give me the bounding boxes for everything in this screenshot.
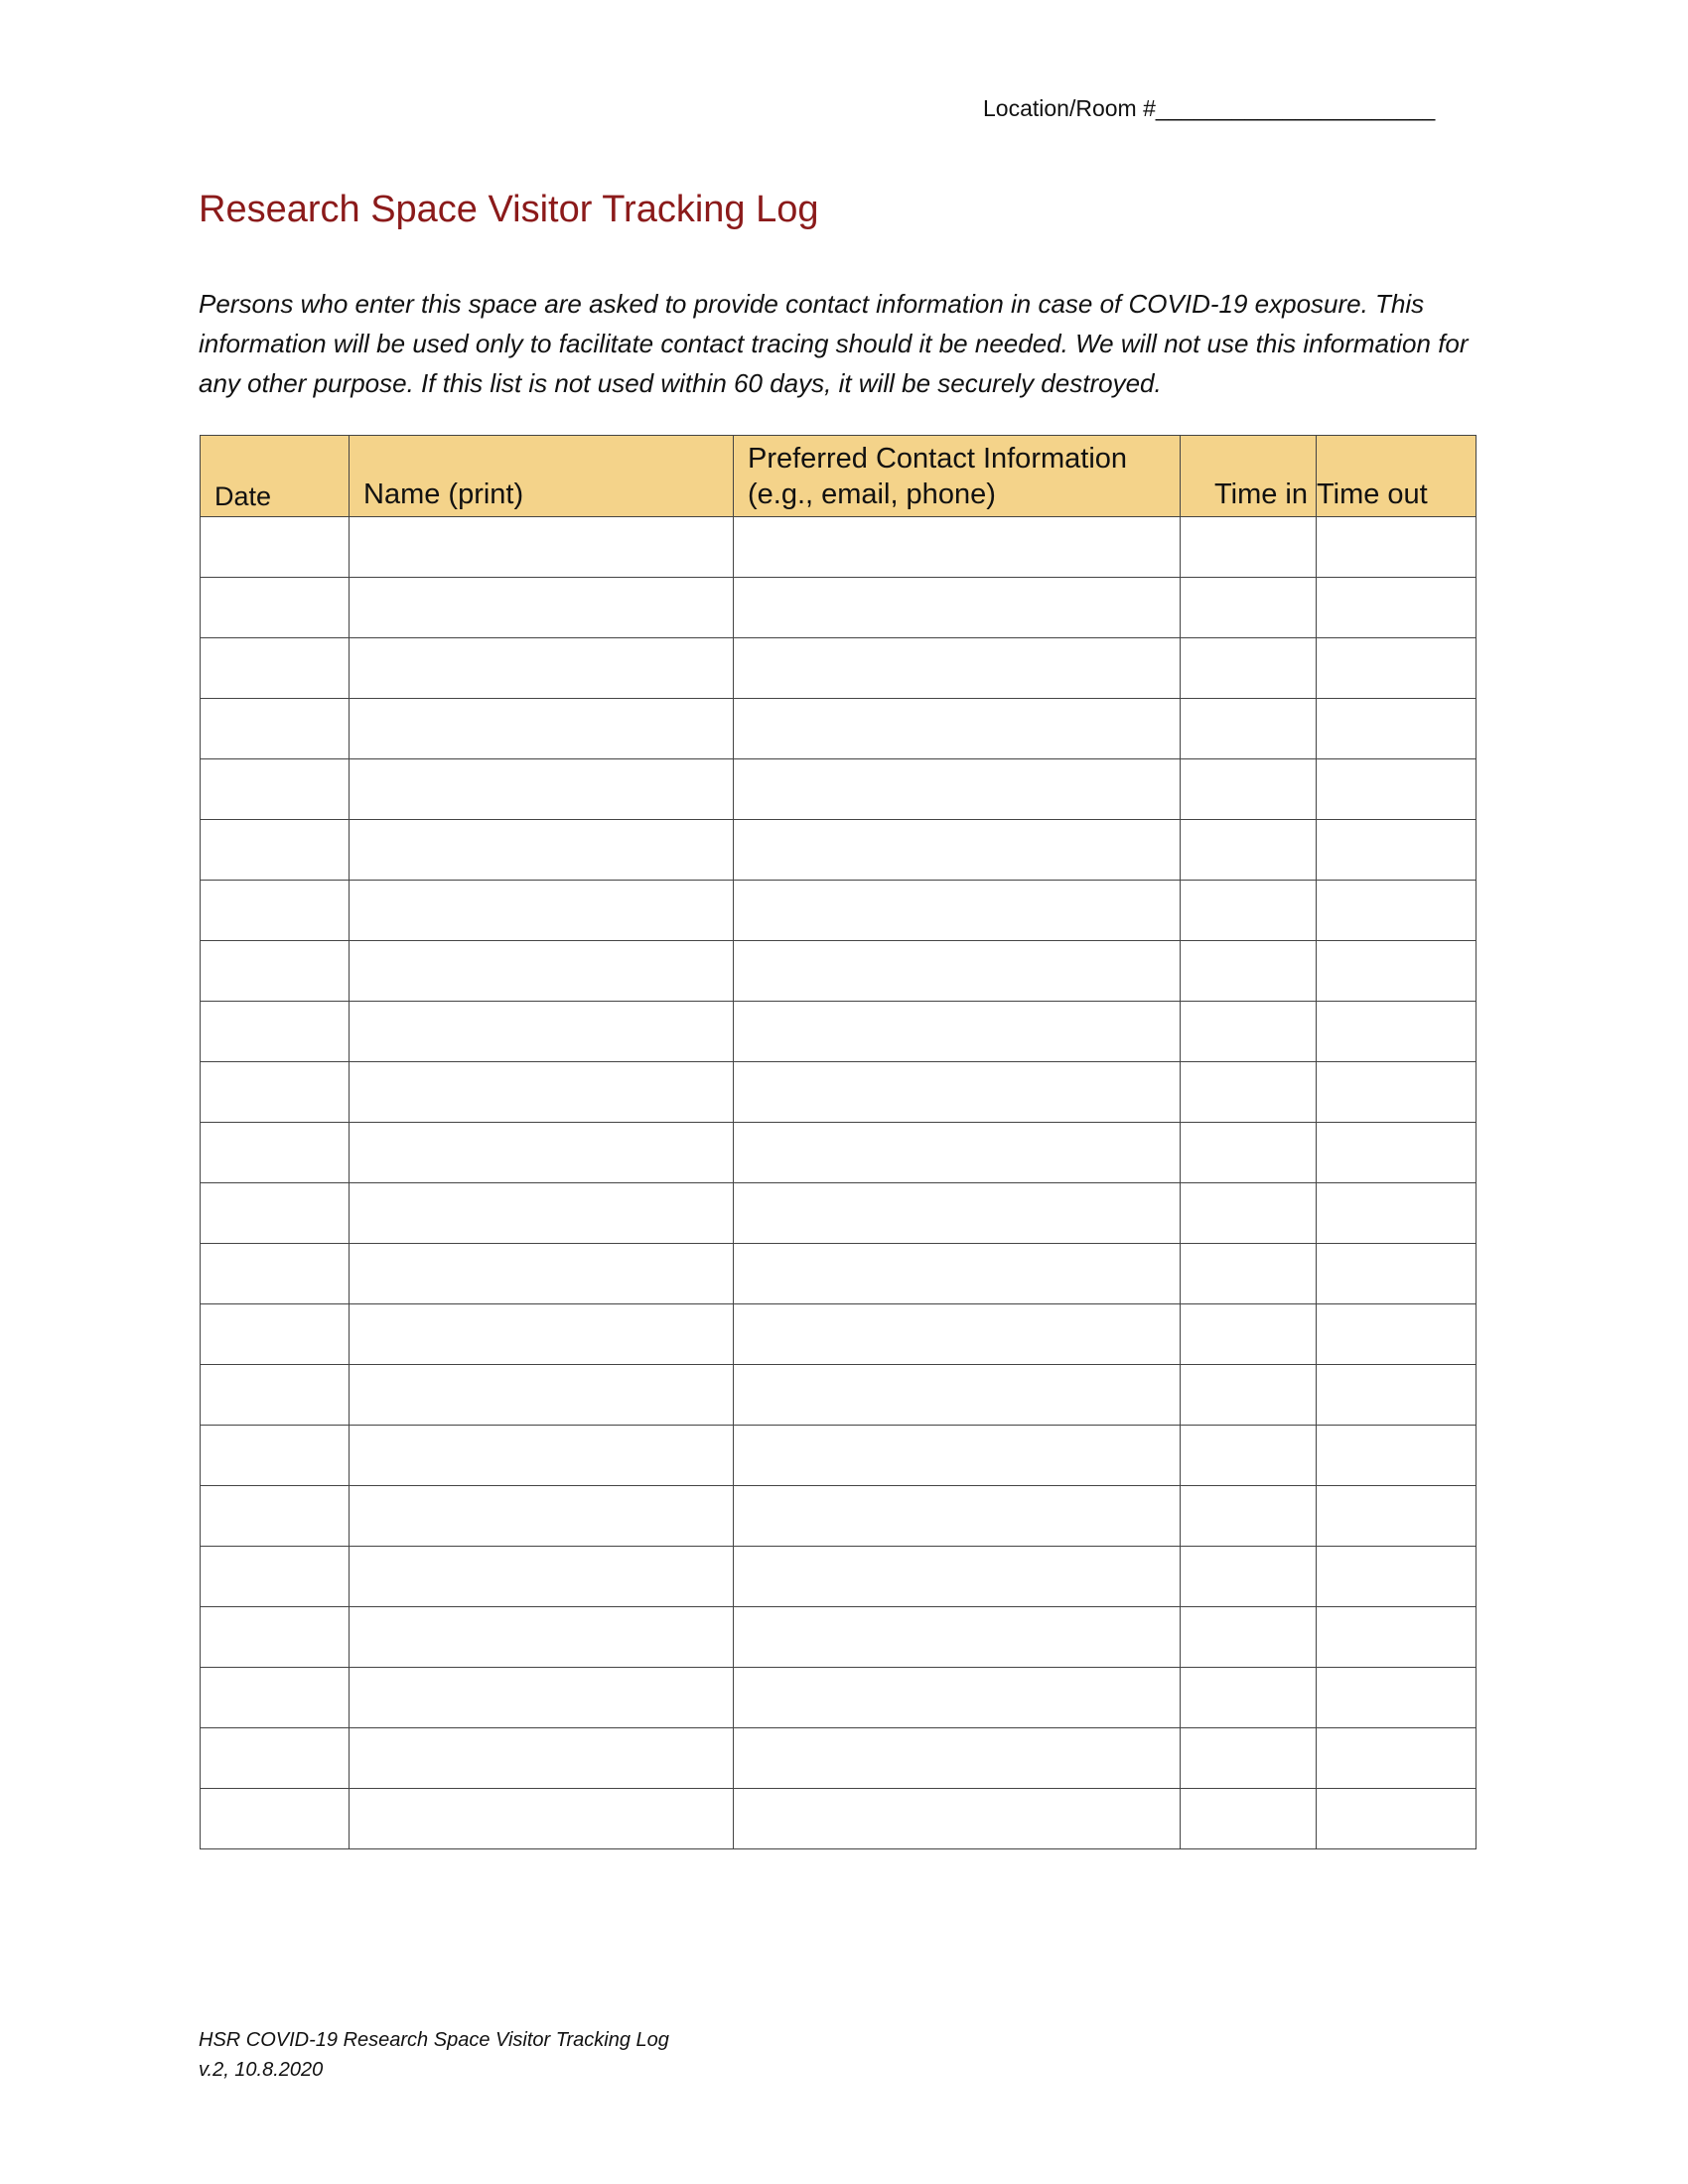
- date-cell: [201, 578, 350, 638]
- contact-cell: [734, 517, 1181, 578]
- contact-cell: [734, 1789, 1181, 1849]
- time-in-cell: [1181, 1547, 1317, 1607]
- contact-cell: [734, 1365, 1181, 1426]
- name-cell: [350, 1365, 734, 1426]
- table-row: [201, 517, 1477, 578]
- time-in-cell: [1181, 1728, 1317, 1789]
- date-cell: [201, 1547, 350, 1607]
- table-row: [201, 820, 1477, 881]
- time-out-cell: [1317, 1062, 1477, 1123]
- name-cell: [350, 1002, 734, 1062]
- table-row: [201, 1062, 1477, 1123]
- table-row: [201, 699, 1477, 759]
- table-header-row: [201, 436, 1477, 517]
- time-out-cell: [1317, 638, 1477, 699]
- time-out-cell: [1317, 759, 1477, 820]
- contact-cell: [734, 1062, 1181, 1123]
- time-in-cell: [1181, 1304, 1317, 1365]
- time-in-cell: [1181, 517, 1317, 578]
- date-cell: [201, 1728, 350, 1789]
- time-out-cell: [1317, 1547, 1477, 1607]
- time-out-cell: [1317, 1728, 1477, 1789]
- date-cell: [201, 517, 350, 578]
- time-out-cell: [1317, 699, 1477, 759]
- time-in-cell: [1181, 1486, 1317, 1547]
- contact-cell: [734, 1486, 1181, 1547]
- name-cell: [350, 881, 734, 941]
- name-cell: [350, 1123, 734, 1183]
- name-cell: [350, 759, 734, 820]
- date-cell: [201, 941, 350, 1002]
- name-cell: [350, 1062, 734, 1123]
- time-in-cell: [1181, 1123, 1317, 1183]
- time-in-cell: [1181, 1244, 1317, 1304]
- time-out-cell: [1317, 820, 1477, 881]
- time-in-cell: [1181, 699, 1317, 759]
- contact-cell: [734, 699, 1181, 759]
- time-out-cell: [1317, 881, 1477, 941]
- time-in-cell: [1181, 941, 1317, 1002]
- table-row: [201, 941, 1477, 1002]
- time-in-cell: [1181, 820, 1317, 881]
- name-cell: [350, 638, 734, 699]
- table-row: [201, 881, 1477, 941]
- intro-paragraph: Persons who enter this space are asked to provide contact information in case of COVID-19 exposure. This information will be used only to facilitate contact tracing should it be needed. We will not use this information for any other purpose. If this list is not used within 60 days, it will be securely destroyed.: [199, 289, 1469, 398]
- time-out-cell: [1317, 578, 1477, 638]
- date-cell: [201, 881, 350, 941]
- page-title: Research Space Visitor Tracking Log: [199, 189, 819, 230]
- table-row: [201, 638, 1477, 699]
- date-cell: [201, 1789, 350, 1849]
- time-in-cell: [1181, 1365, 1317, 1426]
- time-out-cell: [1317, 1123, 1477, 1183]
- date-cell: [201, 699, 350, 759]
- contact-cell: [734, 1668, 1181, 1728]
- name-cell: [350, 1728, 734, 1789]
- time-in-cell: [1181, 881, 1317, 941]
- date-cell: [201, 1304, 350, 1365]
- footer-version: v.2, 10.8.2020: [199, 2059, 324, 2081]
- name-cell: [350, 1607, 734, 1668]
- time-out-cell: [1317, 1365, 1477, 1426]
- table-row: [201, 578, 1477, 638]
- contact-cell: [734, 881, 1181, 941]
- date-cell: [201, 1123, 350, 1183]
- contact-cell: [734, 1304, 1181, 1365]
- table-row: [201, 1486, 1477, 1547]
- name-cell: [350, 1426, 734, 1486]
- date-cell: [201, 1002, 350, 1062]
- contact-cell: [734, 941, 1181, 1002]
- time-out-cell: [1317, 1304, 1477, 1365]
- time-in-cell: [1181, 1668, 1317, 1728]
- time-out-cell: [1317, 941, 1477, 1002]
- time-out-cell: [1317, 517, 1477, 578]
- name-cell: [350, 1789, 734, 1849]
- table-row: [201, 1244, 1477, 1304]
- contact-cell: [734, 1123, 1181, 1183]
- footer-doc-title: HSR COVID-19 Research Space Visitor Tracking Log: [199, 2029, 669, 2051]
- time-out-cell: [1317, 1426, 1477, 1486]
- time-in-cell: [1181, 1426, 1317, 1486]
- name-cell: [350, 941, 734, 1002]
- name-cell: [350, 1244, 734, 1304]
- name-cell: [350, 517, 734, 578]
- name-cell: [350, 1668, 734, 1728]
- table-row: [201, 1607, 1477, 1668]
- table-row: [201, 1789, 1477, 1849]
- time-in-cell: [1181, 759, 1317, 820]
- time-in-cell: [1181, 1607, 1317, 1668]
- contact-cell: [734, 578, 1181, 638]
- date-cell: [201, 1426, 350, 1486]
- name-cell: [350, 820, 734, 881]
- date-cell: [201, 759, 350, 820]
- time-out-cell: [1317, 1002, 1477, 1062]
- column-header-contact-line1: Preferred Contact Information: [748, 442, 1128, 475]
- time-out-cell: [1317, 1668, 1477, 1728]
- column-header-time-in: Time in: [1181, 436, 1317, 517]
- date-cell: [201, 820, 350, 881]
- table-row: [201, 1002, 1477, 1062]
- name-cell: [350, 1547, 734, 1607]
- date-cell: [201, 1486, 350, 1547]
- contact-cell: [734, 1002, 1181, 1062]
- column-header-name: Name (print): [350, 436, 734, 517]
- date-cell: [201, 1183, 350, 1244]
- visitor-log-table: [200, 435, 1477, 1849]
- name-cell: [350, 578, 734, 638]
- date-cell: [201, 1244, 350, 1304]
- contact-cell: [734, 1607, 1181, 1668]
- table-row: [201, 1123, 1477, 1183]
- date-cell: [201, 1062, 350, 1123]
- table-row: [201, 1728, 1477, 1789]
- date-cell: [201, 1607, 350, 1668]
- contact-cell: [734, 1728, 1181, 1789]
- location-room-field: Location/Room #______________________: [983, 95, 1436, 121]
- date-cell: [201, 1365, 350, 1426]
- contact-cell: [734, 638, 1181, 699]
- time-in-cell: [1181, 1062, 1317, 1123]
- time-out-cell: [1317, 1183, 1477, 1244]
- contact-cell: [734, 820, 1181, 881]
- table-row: [201, 1183, 1477, 1244]
- table-body: [201, 517, 1477, 1849]
- column-header-time-out: Time out: [1317, 436, 1477, 517]
- time-in-cell: [1181, 638, 1317, 699]
- contact-cell: [734, 1244, 1181, 1304]
- column-header-contact-line2: (e.g., email, phone): [748, 478, 996, 510]
- time-out-cell: [1317, 1607, 1477, 1668]
- table-row: [201, 1426, 1477, 1486]
- column-header-contact: [734, 436, 1181, 517]
- time-out-cell: [1317, 1244, 1477, 1304]
- name-cell: [350, 699, 734, 759]
- contact-cell: [734, 1426, 1181, 1486]
- footer: [199, 2025, 669, 2085]
- table-row: [201, 1365, 1477, 1426]
- contact-cell: [734, 1547, 1181, 1607]
- date-cell: [201, 638, 350, 699]
- name-cell: [350, 1183, 734, 1244]
- time-in-cell: [1181, 578, 1317, 638]
- time-in-cell: [1181, 1002, 1317, 1062]
- time-out-cell: [1317, 1789, 1477, 1849]
- time-in-cell: [1181, 1789, 1317, 1849]
- table-row: [201, 1547, 1477, 1607]
- column-header-date: Date: [201, 436, 350, 517]
- contact-cell: [734, 1183, 1181, 1244]
- table-row: [201, 1304, 1477, 1365]
- table-row: [201, 1668, 1477, 1728]
- name-cell: [350, 1486, 734, 1547]
- table-row: [201, 759, 1477, 820]
- date-cell: [201, 1668, 350, 1728]
- name-cell: [350, 1304, 734, 1365]
- contact-cell: [734, 759, 1181, 820]
- time-out-cell: [1317, 1486, 1477, 1547]
- time-in-cell: [1181, 1183, 1317, 1244]
